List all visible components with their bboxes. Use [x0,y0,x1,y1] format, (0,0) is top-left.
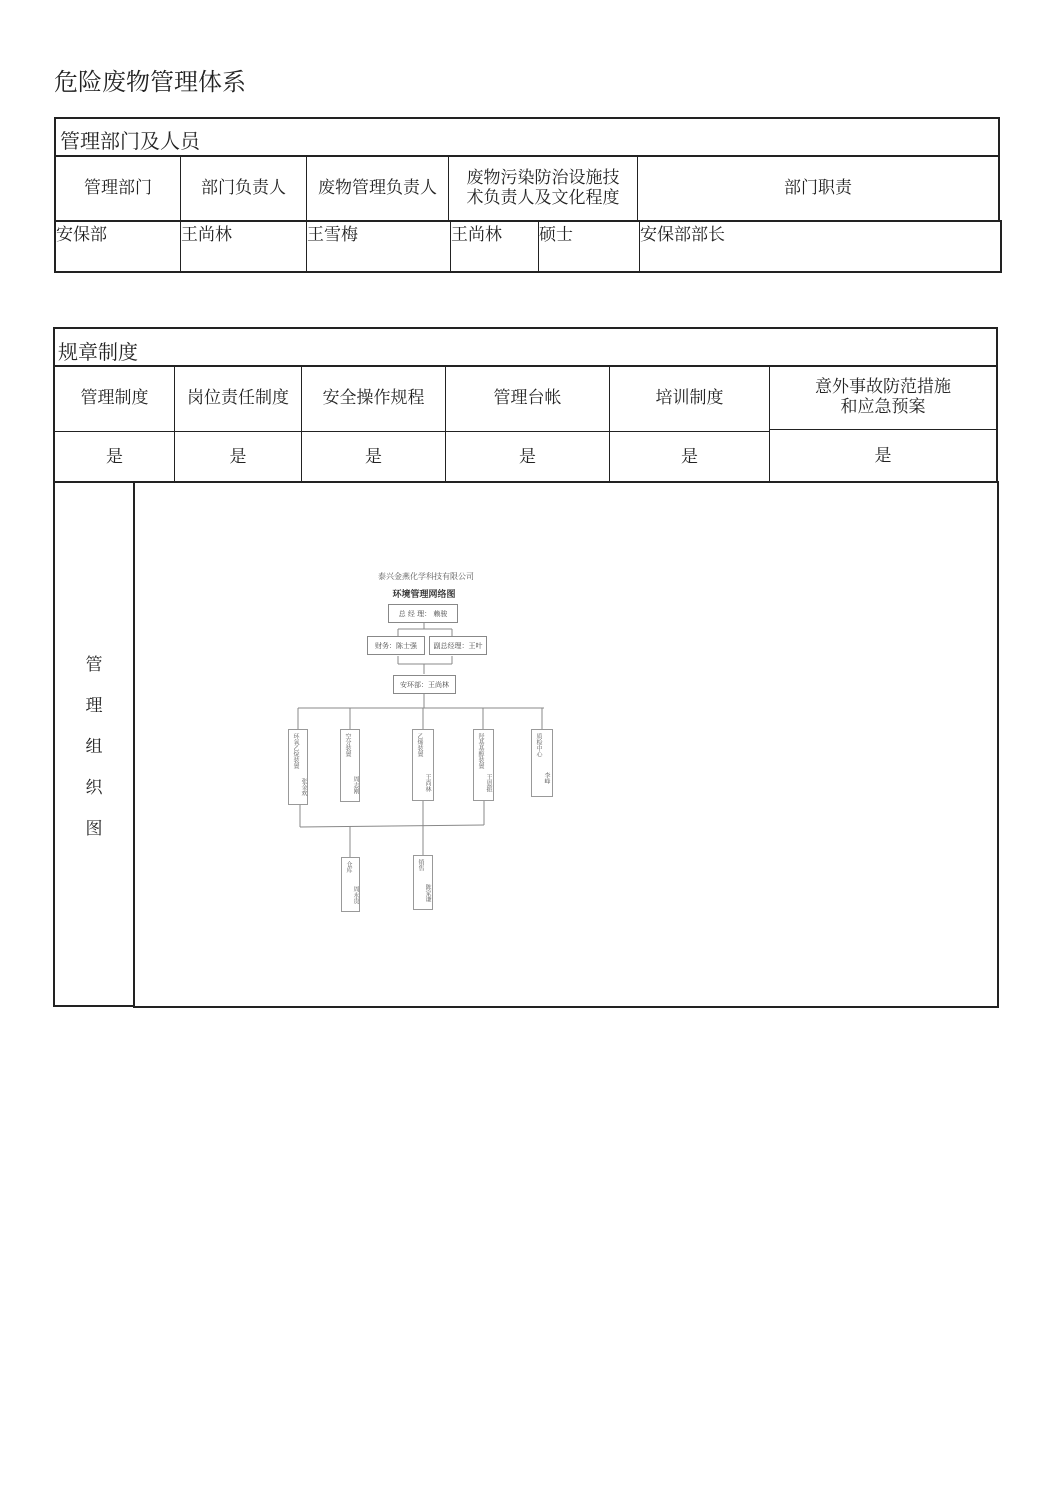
reg-value-post: 是 [175,432,302,481]
header-tech-person: 废物污染防治设施技术负责人及文化程度 [449,155,638,221]
org-node-safety-env: 安环部：王尚林 [393,675,456,694]
reg-value-ledger: 是 [446,432,610,481]
reg-value-mgmt: 是 [55,432,175,481]
org-unit-person: 张金欢 [300,778,307,796]
org-unit-node [412,729,434,801]
org-unit-name: 质检中心 [535,733,542,757]
org-chart [134,483,998,1007]
reg-header-post: 岗位责任制度 [175,365,302,432]
regulations-section-header [53,327,998,367]
header-waste-manager: 废物管理负责人 [307,155,449,221]
org-node-vice-gm: 副总经理：王叶 [429,636,487,655]
reg-header-safety: 安全操作规程 [302,365,446,432]
org-subunit-node [413,855,433,910]
header-dept: 管理部门 [56,155,181,221]
org-label-char: 理 [85,696,103,716]
regulations-section-title: 规章制度 [58,340,138,364]
org-unit-name: 羟基基醇装置 [477,733,484,769]
row-waste-manager: 王雪梅 [307,222,451,271]
org-subunit-name: 销售 [417,859,424,871]
reg-header-ledger: 管理台帐 [446,365,610,432]
org-unit-name: 空分装置 [344,733,351,757]
org-unit-node [473,729,494,801]
org-unit-node [531,729,553,797]
org-subunit-person: 周永贵 [352,886,359,904]
org-node-finance: 财务：陈士强 [367,636,425,655]
org-company-name: 泰兴金燕化学科技有限公司 [378,572,474,581]
row-department: 安保部 [56,222,181,271]
org-label-char: 织 [85,778,103,798]
org-unit-person: 王恩振 [485,774,492,792]
row-dept-head: 王尚林 [181,222,307,271]
org-chart-connectors [134,483,998,1007]
org-unit-person: 周志刚 [352,776,359,794]
org-subunit-node [341,857,360,912]
personnel-section-title: 管理部门及人员 [60,129,200,153]
reg-header-emergency: 意外事故防范措施和应急预案 [770,365,996,430]
org-label-char: 管 [85,655,103,675]
org-label-char: 组 [85,737,103,757]
row-education: 硕士 [539,222,640,271]
reg-value-safety: 是 [302,432,446,481]
row-tech-person: 王尚林 [451,222,539,271]
header-dept-head: 部门负责人 [181,155,307,221]
org-unit-node [340,729,360,802]
org-chart-title: 环境管理网络图 [392,590,456,600]
reg-header-mgmt: 管理制度 [55,365,175,432]
org-unit-name: 环氧乙烷装置 [292,733,299,769]
reg-value-emergency: 是 [874,445,892,466]
org-unit-person: 李峰 [543,772,550,784]
org-unit-name: 乙烯装置 [416,733,423,757]
org-unit-person: 王尚林 [424,774,431,792]
org-subunit-person: 陈家谦 [424,884,431,902]
header-duty: 部门职责 [638,155,998,221]
org-node-general-manager: 总 经 理： 赖骏 [388,604,458,623]
org-unit-node [288,729,308,805]
org-label-char: 图 [85,819,103,839]
document-title: 危险废物管理体系 [54,68,246,96]
reg-value-training: 是 [610,432,770,481]
reg-header-training: 培训制度 [610,365,770,432]
row-duty: 安保部部长 [640,225,725,245]
org-subunit-name: 仓库 [345,861,352,873]
